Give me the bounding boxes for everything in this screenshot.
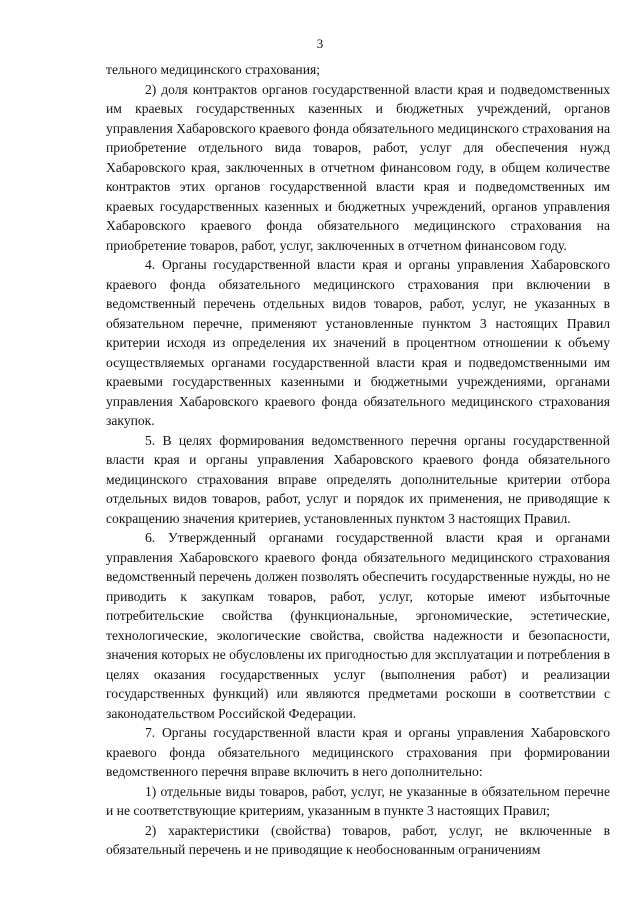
paragraph-subitem-2: 2) характеристики (свойства) товаров, работ, услуг, не включенные в обязательный перечень и не приводящие к необоснованным ограничениям: [106, 822, 610, 857]
document-body: [106, 60, 610, 860]
page-number: 3: [316, 36, 324, 51]
paragraph-clause-4: 4. Органы государственной власти края и органы управления Хабаровского краевого фонда обязательного медицинского страхования при включении в ведомственный перечень отдельных видов товаров, работ, услуг, не указанных в обязательном перечне, применяют установленные пунктом 3 настоящих Правил критерии исходя из определения их значений в процентном отношении к объему осуществляемых органами государственной власти края и подведомственными им краевыми государственных казенными и бюджетными учреждениями, органами управления Хабаровского краевого фонда обязательного медицинского страхования закупок.: [106, 257, 610, 428]
paragraph-subitem-1: 1) отдельные виды товаров, работ, услуг, не указанные в обязательном перечне и не соответствующие критериям, указанным в пункте 3 настоящих Правил;: [106, 783, 610, 818]
paragraph-clause-5: 5. В целях формирования ведомственного перечня органы государственной власти края и органы управления Хабаровского краевого фонда обязательного медицинского страхования вправе определять дополнительные критерии отбора отдельных видов товаров, работ, услуг и порядок их применения, не приводящие к сокращению значения критериев, установленных пунктом 3 настоящих Правил.: [106, 432, 610, 526]
paragraph-clause-7: 7. Органы государственной власти края и органы управления Хабаровского краевого фонда обязательного медицинского страхования при формировании ведомственного перечня вправе включить в него дополнительно:: [106, 725, 610, 779]
paragraph-clause-6: 6. Утвержденный органами государственной власти края и органами управления Хабаровского краевого фонда обязательного медицинского страхования ведомственный перечень должен позволять обеспечить государственные нужды, но не приводить к закупкам товаров, работ, услуг, которые имеют избыточные потребительские свойства (функциональные, эргономические, эстетические, технологические, экологические свойства, свойства надежности и безопасности, значения которых не обусловлены их пригодностью для эксплуатации и потребления в целях оказания государственных услуг (выполнения работ) и реализации государственных функций) или являются предметами роскоши в соответствии с законодательством Российской Федерации.: [106, 530, 610, 721]
paragraph-continuation: тельного медицинского страхования;: [106, 62, 321, 77]
paragraph-item-2: 2) доля контрактов органов государственной власти края и подведомственных им краевых государственных казенных и бюджетных учреждений, органов управления Хабаровского краевого фонда обязательного медицинского страхования на приобретение отдельного вида товаров, работ, услуг для обеспечения нужд Хабаровского края, заключенных в отчетном финансовом году, в общем количестве контрактов этих органов государственной власти края и подведомственных им краевых государственных казенных и бюджетных учреждений, органов управления Хабаровского краевого фонда обязательного медицинского страхования на приобретение товаров, работ, услуг, заключенных в отчетном финансовом году.: [106, 81, 610, 253]
